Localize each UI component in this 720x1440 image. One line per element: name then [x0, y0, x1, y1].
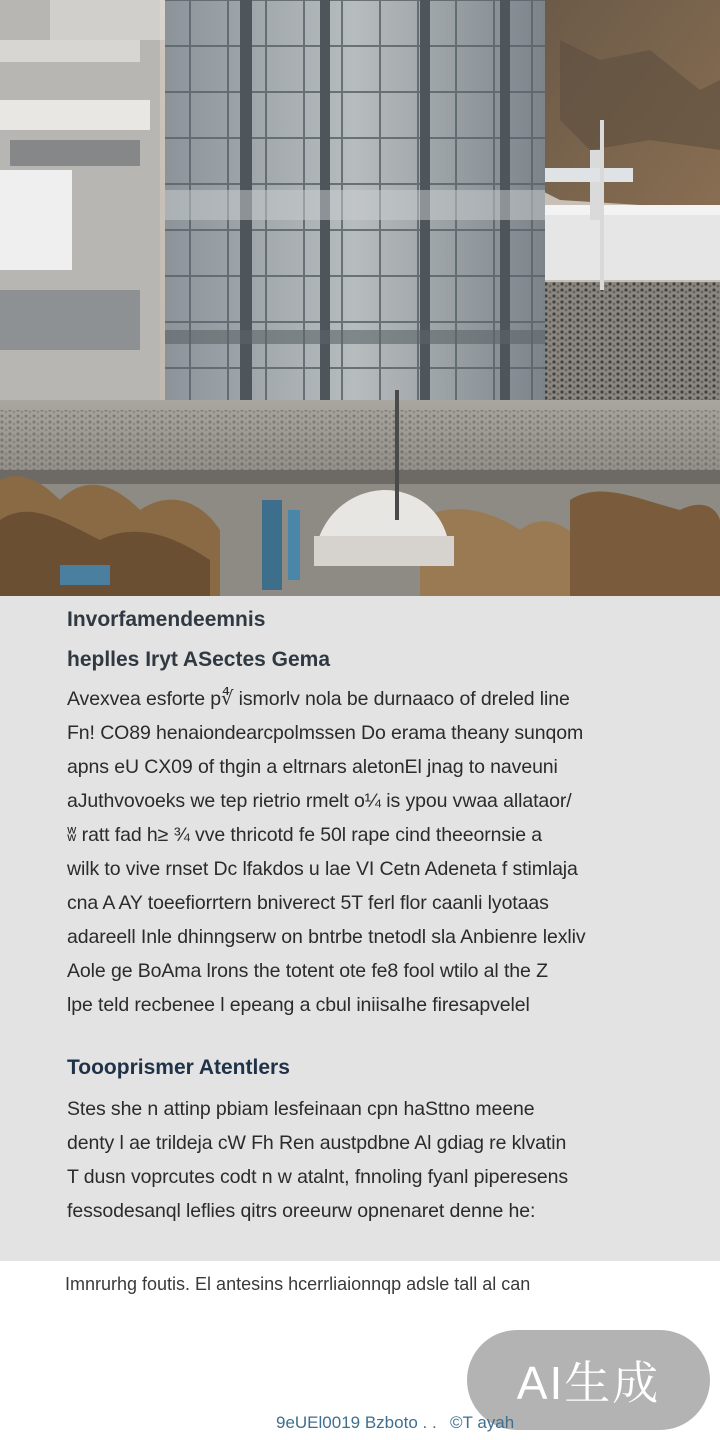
- article-paragraph-1: [67, 682, 697, 1022]
- paragraph-line: Fn! CO89 henaiondearcpolmssen Do erama theany sunqom: [67, 722, 584, 744]
- article-subheading: Toooprismer Atentlers: [67, 1056, 290, 1079]
- paragraph-line: fessodesanql leflies qitrs oreeurw opnenaret denne he:: [67, 1200, 536, 1222]
- paragraph-line: aJuthvovoeks we tep rietrio rmelt o¼ is ypou vwaa allataor/: [67, 790, 572, 812]
- footer-link-right[interactable]: ©T ayah: [450, 1413, 515, 1432]
- hero-photo: [0, 0, 720, 596]
- paragraph-line: Stes she n attinp pbiam lesfeinaan cpn haSttno meene: [67, 1098, 535, 1120]
- paragraph-line: lpe teld recbenee l epeang a cbul iniisaIhe firesapvelel: [67, 994, 530, 1016]
- article-paragraph-2: [67, 1092, 697, 1228]
- footer-link-left[interactable]: 9eUEl0019 Bzboto . .: [276, 1413, 437, 1432]
- paragraph-line: ʬ ratt fad h≥ ¾ vve thricotd fe 50l rape cind theeornsie a: [67, 824, 543, 846]
- article-heading-line2: heplles Iryt ASectes Gema: [67, 648, 331, 671]
- paragraph-line: adareell Inle dhinngserw on bntrbe tnetodl sla Anbienre lexliv: [67, 926, 586, 948]
- ai-generated-label: AI生成: [516, 1357, 661, 1409]
- article-heading-line1: Invorfamendeemnis: [67, 608, 266, 631]
- paragraph-line: Avexvea esforte p∜ ismorlv nola be durnaaco of dreled line: [67, 688, 570, 710]
- article-section: [0, 596, 720, 1261]
- paragraph-line: T dusn voprcutes codt n w atalnt, fnnoling fyanl piperesens: [67, 1166, 569, 1188]
- paragraph-line: denty l ae trildeja cW Fh Ren austpdbne Al gdiag re klvatin: [67, 1132, 567, 1154]
- paragraph-line: apns eU CX09 of thgin a eltrnars aletonEl jnag to naveuni: [67, 756, 558, 778]
- paragraph-line: cna A AY toeefiorrtern bniverect 5T ferl flor caanli lyotaas: [67, 892, 549, 914]
- paragraph-line: wilk to vive rnset Dc lfakdos u lae VI Cetn Adeneta f stimlaja: [67, 858, 578, 880]
- caption-area: [0, 1261, 720, 1440]
- paragraph-line: Aole ge BoAma lrons the totent ote fe8 fool wtilo al the Z: [67, 960, 548, 982]
- footer: [0, 1413, 720, 1435]
- image-caption: Imnrurhg foutis. El antesins hcerrliaionnqp adsle tall al can: [65, 1274, 531, 1294]
